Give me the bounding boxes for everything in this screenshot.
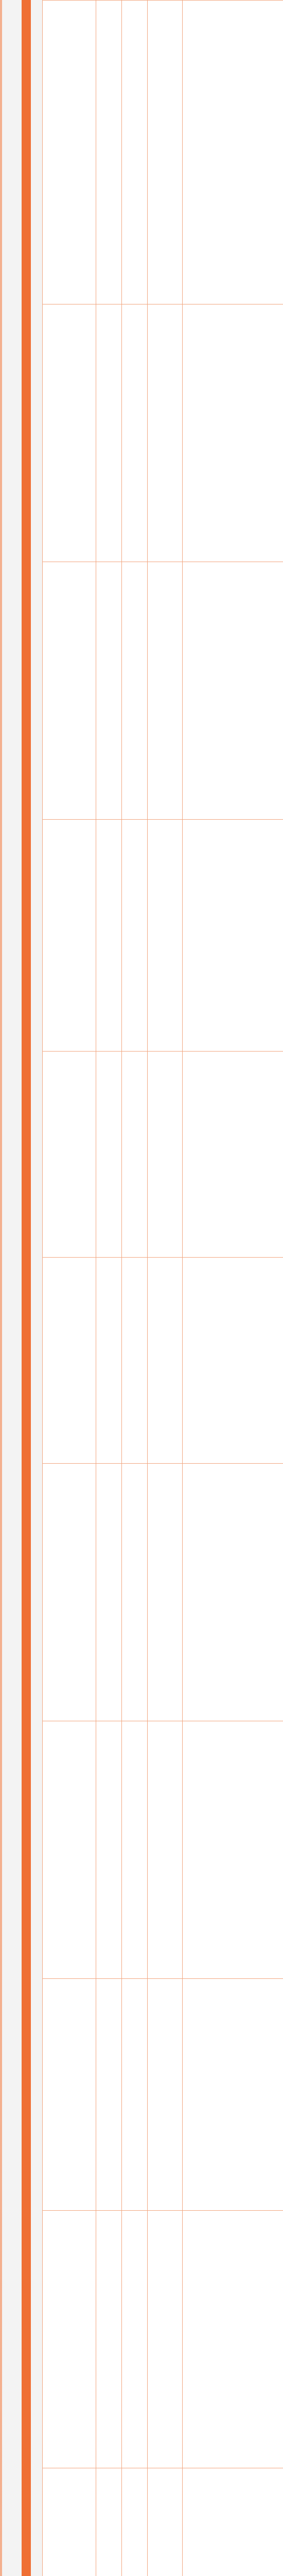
table-row <box>43 1979 283 2211</box>
table-body <box>43 1 283 2576</box>
cell-span <box>148 1721 183 1979</box>
cell-span <box>148 820 183 1052</box>
cell-place <box>43 1979 96 2211</box>
cell-span <box>148 2211 183 2468</box>
cell-end <box>122 1464 148 1721</box>
schedule-table <box>42 0 283 2576</box>
cell-notes <box>183 562 283 820</box>
cell-place <box>43 304 96 562</box>
cell-start <box>96 1258 122 1464</box>
cell-span <box>148 1258 183 1464</box>
cell-end <box>122 1258 148 1464</box>
cell-start <box>96 562 122 820</box>
cell-span <box>148 304 183 562</box>
cell-end <box>122 2211 148 2468</box>
cell-notes <box>183 2211 283 2468</box>
cell-place <box>43 562 96 820</box>
cell-start <box>96 2211 122 2468</box>
cell-notes <box>183 1 283 304</box>
cell-span <box>148 1052 183 1258</box>
cell-notes <box>183 1979 283 2211</box>
cell-span <box>148 1464 183 1721</box>
cell-end <box>122 1721 148 1979</box>
table-row <box>43 1052 283 1258</box>
cell-notes <box>183 1258 283 1464</box>
cell-end <box>122 1 148 304</box>
table-row <box>43 1258 283 1464</box>
table-row <box>43 562 283 820</box>
cell-end <box>122 562 148 820</box>
cell-place <box>43 2468 96 2576</box>
cell-span <box>148 1 183 304</box>
table-row <box>43 304 283 562</box>
orange-accent-bar <box>22 0 31 2576</box>
table-row <box>43 2468 283 2576</box>
cell-start <box>96 1052 122 1258</box>
cell-end <box>122 1052 148 1258</box>
cell-place <box>43 1258 96 1464</box>
cell-start <box>96 820 122 1052</box>
table-card <box>42 0 283 2576</box>
cell-end <box>122 2468 148 2576</box>
cell-place <box>43 2211 96 2468</box>
cell-end <box>122 820 148 1052</box>
cell-notes <box>183 820 283 1052</box>
cell-span <box>148 1979 183 2211</box>
cell-notes <box>183 2468 283 2576</box>
cell-place <box>43 1 96 304</box>
cell-start <box>96 1 122 304</box>
cell-start <box>96 304 122 562</box>
table-row <box>43 1721 283 1979</box>
cell-notes <box>183 1721 283 1979</box>
cell-span <box>148 2468 183 2576</box>
cell-place <box>43 820 96 1052</box>
table-row <box>43 1 283 304</box>
cell-end <box>122 1979 148 2211</box>
cell-notes <box>183 304 283 562</box>
table-row <box>43 1464 283 1721</box>
cell-end <box>122 304 148 562</box>
cell-span <box>148 562 183 820</box>
cell-start <box>96 1464 122 1721</box>
cell-place <box>43 1052 96 1258</box>
left-edge-strip <box>0 0 2 2576</box>
cell-notes <box>183 1052 283 1258</box>
cell-place <box>43 1464 96 1721</box>
table-row <box>43 820 283 1052</box>
cell-notes <box>183 1464 283 1721</box>
table-row <box>43 2211 283 2468</box>
cell-start <box>96 2468 122 2576</box>
cell-start <box>96 1721 122 1979</box>
cell-place <box>43 1721 96 1979</box>
cell-start <box>96 1979 122 2211</box>
